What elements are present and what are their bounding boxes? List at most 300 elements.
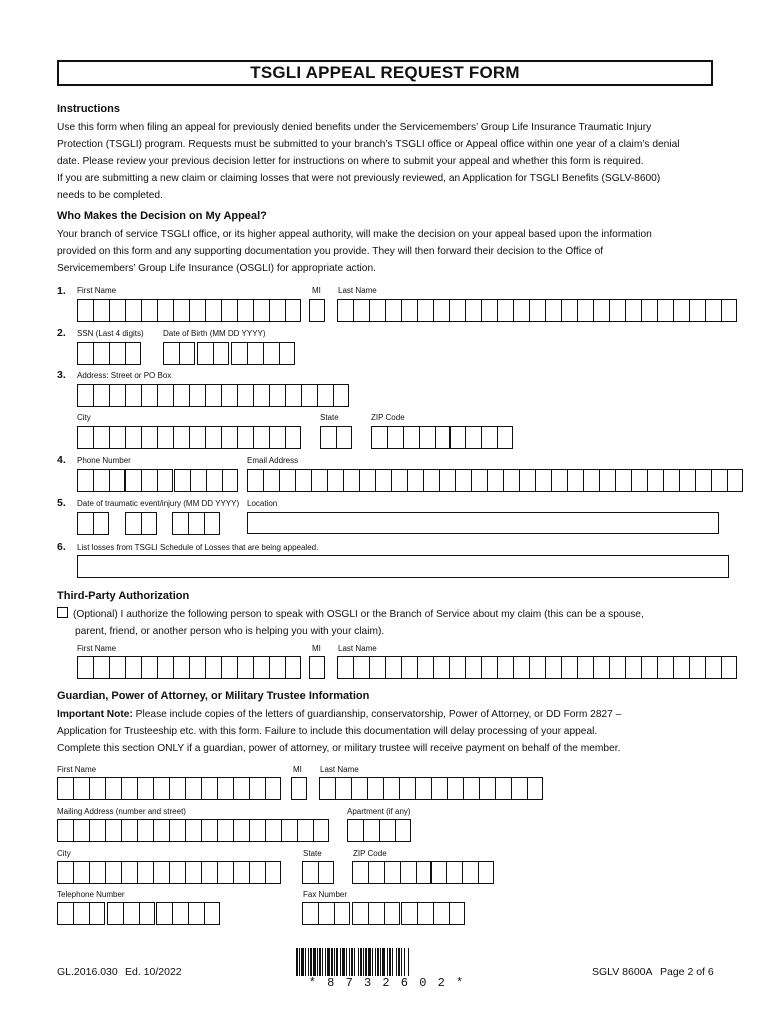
character-cell[interactable]: [279, 342, 295, 365]
character-cell[interactable]: [327, 469, 343, 492]
character-cell[interactable]: [231, 342, 247, 365]
authorize-checkbox[interactable]: [57, 607, 68, 618]
character-cell[interactable]: [217, 861, 233, 884]
character-cell[interactable]: [363, 819, 379, 842]
character-cell[interactable]: [77, 426, 93, 449]
character-cell[interactable]: [689, 299, 705, 322]
character-cell[interactable]: [479, 777, 495, 800]
character-cell[interactable]: [185, 861, 201, 884]
character-cell[interactable]: [465, 299, 481, 322]
character-cell[interactable]: [217, 819, 233, 842]
character-cell[interactable]: [379, 819, 395, 842]
character-cell[interactable]: [301, 384, 317, 407]
character-cell[interactable]: [253, 656, 269, 679]
character-cell[interactable]: [201, 819, 217, 842]
state-field[interactable]: [320, 426, 352, 449]
character-cell[interactable]: [689, 656, 705, 679]
g-apartment-field[interactable]: [347, 819, 411, 842]
character-cell[interactable]: [395, 819, 411, 842]
character-cell[interactable]: [519, 469, 535, 492]
character-cell[interactable]: [407, 469, 423, 492]
character-cell[interactable]: [249, 861, 265, 884]
tp-last-name-field[interactable]: [337, 656, 737, 679]
character-cell[interactable]: [125, 342, 141, 365]
character-cell[interactable]: [93, 656, 109, 679]
character-cell[interactable]: [204, 902, 220, 925]
character-cell[interactable]: [431, 777, 447, 800]
character-cell[interactable]: [205, 384, 221, 407]
character-cell[interactable]: [663, 469, 679, 492]
character-cell[interactable]: [647, 469, 663, 492]
character-cell[interactable]: [157, 384, 173, 407]
character-cell[interactable]: [190, 469, 206, 492]
character-cell[interactable]: [352, 902, 368, 925]
character-cell[interactable]: [206, 469, 222, 492]
character-cell[interactable]: [141, 299, 157, 322]
g-fax-prefix-field[interactable]: [352, 902, 400, 925]
character-cell[interactable]: [141, 469, 157, 492]
character-cell[interactable]: [279, 469, 295, 492]
character-cell[interactable]: [297, 819, 313, 842]
character-cell[interactable]: [545, 299, 561, 322]
character-cell[interactable]: [417, 299, 433, 322]
character-cell[interactable]: [57, 861, 73, 884]
character-cell[interactable]: [156, 902, 172, 925]
character-cell[interactable]: [433, 902, 449, 925]
character-cell[interactable]: [439, 469, 455, 492]
character-cell[interactable]: [269, 299, 285, 322]
character-cell[interactable]: [481, 299, 497, 322]
g-telephone-prefix-field[interactable]: [107, 902, 155, 925]
character-cell[interactable]: [302, 902, 318, 925]
character-cell[interactable]: [471, 469, 487, 492]
character-cell[interactable]: [679, 469, 695, 492]
character-cell[interactable]: [417, 656, 433, 679]
character-cell[interactable]: [401, 656, 417, 679]
character-cell[interactable]: [153, 819, 169, 842]
character-cell[interactable]: [625, 656, 641, 679]
event-day-field[interactable]: [125, 512, 157, 535]
character-cell[interactable]: [139, 902, 155, 925]
character-cell[interactable]: [487, 469, 503, 492]
g-city-field[interactable]: [57, 861, 281, 884]
character-cell[interactable]: [673, 656, 689, 679]
character-cell[interactable]: [125, 426, 141, 449]
character-cell[interactable]: [269, 426, 285, 449]
character-cell[interactable]: [137, 777, 153, 800]
character-cell[interactable]: [105, 777, 121, 800]
character-cell[interactable]: [253, 384, 269, 407]
character-cell[interactable]: [609, 656, 625, 679]
character-cell[interactable]: [121, 861, 137, 884]
character-cell[interactable]: [465, 426, 481, 449]
character-cell[interactable]: [121, 819, 137, 842]
character-cell[interactable]: [455, 469, 471, 492]
character-cell[interactable]: [423, 469, 439, 492]
character-cell[interactable]: [599, 469, 615, 492]
character-cell[interactable]: [125, 656, 141, 679]
character-cell[interactable]: [57, 819, 73, 842]
phone-area-field[interactable]: [77, 469, 125, 492]
character-cell[interactable]: [237, 426, 253, 449]
character-cell[interactable]: [125, 299, 141, 322]
character-cell[interactable]: [121, 777, 137, 800]
character-cell[interactable]: [369, 656, 385, 679]
character-cell[interactable]: [163, 342, 179, 365]
character-cell[interactable]: [93, 426, 109, 449]
character-cell[interactable]: [237, 299, 253, 322]
character-cell[interactable]: [497, 656, 513, 679]
character-cell[interactable]: [419, 426, 435, 449]
character-cell[interactable]: [336, 426, 352, 449]
character-cell[interactable]: [73, 861, 89, 884]
character-cell[interactable]: [481, 656, 497, 679]
character-cell[interactable]: [387, 426, 403, 449]
character-cell[interactable]: [77, 384, 93, 407]
phone-line-field[interactable]: [174, 469, 238, 492]
character-cell[interactable]: [263, 342, 279, 365]
character-cell[interactable]: [711, 469, 727, 492]
character-cell[interactable]: [269, 656, 285, 679]
character-cell[interactable]: [173, 656, 189, 679]
character-cell[interactable]: [641, 299, 657, 322]
character-cell[interactable]: [449, 426, 465, 449]
character-cell[interactable]: [201, 777, 217, 800]
character-cell[interactable]: [337, 299, 353, 322]
character-cell[interactable]: [446, 861, 462, 884]
character-cell[interactable]: [334, 902, 350, 925]
character-cell[interactable]: [695, 469, 711, 492]
character-cell[interactable]: [463, 777, 479, 800]
character-cell[interactable]: [535, 469, 551, 492]
character-cell[interactable]: [343, 469, 359, 492]
character-cell[interactable]: [169, 819, 185, 842]
character-cell[interactable]: [625, 299, 641, 322]
first-name-field[interactable]: [77, 299, 301, 322]
character-cell[interactable]: [285, 426, 301, 449]
character-cell[interactable]: [221, 299, 237, 322]
character-cell[interactable]: [317, 384, 333, 407]
character-cell[interactable]: [399, 777, 415, 800]
character-cell[interactable]: [449, 656, 465, 679]
character-cell[interactable]: [291, 777, 307, 800]
character-cell[interactable]: [137, 861, 153, 884]
character-cell[interactable]: [641, 656, 657, 679]
character-cell[interactable]: [188, 902, 204, 925]
character-cell[interactable]: [249, 819, 265, 842]
character-cell[interactable]: [353, 656, 369, 679]
character-cell[interactable]: [105, 819, 121, 842]
character-cell[interactable]: [384, 861, 400, 884]
character-cell[interactable]: [417, 902, 433, 925]
character-cell[interactable]: [109, 342, 125, 365]
character-cell[interactable]: [285, 656, 301, 679]
character-cell[interactable]: [577, 299, 593, 322]
character-cell[interactable]: [263, 469, 279, 492]
character-cell[interactable]: [205, 299, 221, 322]
character-cell[interactable]: [401, 299, 417, 322]
character-cell[interactable]: [721, 656, 737, 679]
character-cell[interactable]: [137, 819, 153, 842]
tp-mi-field[interactable]: [309, 656, 325, 679]
character-cell[interactable]: [107, 902, 123, 925]
character-cell[interactable]: [247, 469, 263, 492]
character-cell[interactable]: [205, 426, 221, 449]
zip-field[interactable]: [371, 426, 451, 449]
character-cell[interactable]: [403, 426, 419, 449]
character-cell[interactable]: [447, 777, 463, 800]
phone-prefix-field[interactable]: [125, 469, 173, 492]
character-cell[interactable]: [77, 512, 93, 535]
character-cell[interactable]: [337, 656, 353, 679]
character-cell[interactable]: [221, 426, 237, 449]
character-cell[interactable]: [109, 384, 125, 407]
character-cell[interactable]: [593, 299, 609, 322]
character-cell[interactable]: [385, 299, 401, 322]
character-cell[interactable]: [89, 819, 105, 842]
character-cell[interactable]: [465, 656, 481, 679]
character-cell[interactable]: [185, 819, 201, 842]
losses-field[interactable]: [77, 555, 729, 578]
character-cell[interactable]: [384, 902, 400, 925]
character-cell[interactable]: [253, 426, 269, 449]
character-cell[interactable]: [551, 469, 567, 492]
character-cell[interactable]: [233, 861, 249, 884]
character-cell[interactable]: [73, 819, 89, 842]
character-cell[interactable]: [311, 469, 327, 492]
character-cell[interactable]: [462, 861, 478, 884]
g-last-name-field[interactable]: [319, 777, 543, 800]
character-cell[interactable]: [201, 861, 217, 884]
address-field[interactable]: [77, 384, 349, 407]
character-cell[interactable]: [593, 656, 609, 679]
character-cell[interactable]: [503, 469, 519, 492]
email-field[interactable]: [247, 469, 743, 492]
character-cell[interactable]: [353, 299, 369, 322]
g-telephone-line-field[interactable]: [156, 902, 220, 925]
character-cell[interactable]: [57, 777, 73, 800]
character-cell[interactable]: [285, 384, 301, 407]
character-cell[interactable]: [153, 861, 169, 884]
character-cell[interactable]: [313, 819, 329, 842]
character-cell[interactable]: [302, 861, 318, 884]
character-cell[interactable]: [375, 469, 391, 492]
character-cell[interactable]: [109, 656, 125, 679]
character-cell[interactable]: [237, 656, 253, 679]
character-cell[interactable]: [495, 777, 511, 800]
character-cell[interactable]: [400, 861, 416, 884]
character-cell[interactable]: [77, 469, 93, 492]
character-cell[interactable]: [511, 777, 527, 800]
character-cell[interactable]: [77, 656, 93, 679]
character-cell[interactable]: [172, 512, 188, 535]
character-cell[interactable]: [391, 469, 407, 492]
character-cell[interactable]: [157, 469, 173, 492]
character-cell[interactable]: [173, 299, 189, 322]
zip-ext-field[interactable]: [449, 426, 513, 449]
character-cell[interactable]: [433, 299, 449, 322]
mi-field[interactable]: [309, 299, 325, 322]
character-cell[interactable]: [109, 426, 125, 449]
character-cell[interactable]: [93, 469, 109, 492]
character-cell[interactable]: [513, 299, 529, 322]
character-cell[interactable]: [335, 777, 351, 800]
character-cell[interactable]: [352, 861, 368, 884]
character-cell[interactable]: [295, 469, 311, 492]
character-cell[interactable]: [185, 777, 201, 800]
character-cell[interactable]: [609, 299, 625, 322]
character-cell[interactable]: [545, 656, 561, 679]
character-cell[interactable]: [189, 656, 205, 679]
dob-month-field[interactable]: [163, 342, 195, 365]
g-zip-ext-field[interactable]: [430, 861, 494, 884]
character-cell[interactable]: [478, 861, 494, 884]
g-state-field[interactable]: [302, 861, 334, 884]
character-cell[interactable]: [583, 469, 599, 492]
character-cell[interactable]: [561, 656, 577, 679]
character-cell[interactable]: [705, 299, 721, 322]
character-cell[interactable]: [247, 342, 263, 365]
character-cell[interactable]: [333, 384, 349, 407]
character-cell[interactable]: [401, 902, 417, 925]
character-cell[interactable]: [721, 299, 737, 322]
character-cell[interactable]: [577, 656, 593, 679]
character-cell[interactable]: [529, 299, 545, 322]
character-cell[interactable]: [513, 656, 529, 679]
character-cell[interactable]: [383, 777, 399, 800]
character-cell[interactable]: [204, 512, 220, 535]
character-cell[interactable]: [221, 656, 237, 679]
g-zip-field[interactable]: [352, 861, 432, 884]
character-cell[interactable]: [105, 861, 121, 884]
character-cell[interactable]: [188, 512, 204, 535]
event-month-field[interactable]: [77, 512, 109, 535]
character-cell[interactable]: [281, 819, 297, 842]
character-cell[interactable]: [173, 384, 189, 407]
character-cell[interactable]: [673, 299, 689, 322]
character-cell[interactable]: [93, 512, 109, 535]
character-cell[interactable]: [233, 777, 249, 800]
character-cell[interactable]: [189, 426, 205, 449]
character-cell[interactable]: [93, 342, 109, 365]
character-cell[interactable]: [497, 426, 513, 449]
character-cell[interactable]: [367, 777, 383, 800]
character-cell[interactable]: [141, 512, 157, 535]
character-cell[interactable]: [481, 426, 497, 449]
g-mi-field[interactable]: [291, 777, 307, 800]
character-cell[interactable]: [89, 861, 105, 884]
character-cell[interactable]: [93, 299, 109, 322]
character-cell[interactable]: [77, 299, 93, 322]
character-cell[interactable]: [318, 902, 334, 925]
character-cell[interactable]: [89, 777, 105, 800]
character-cell[interactable]: [205, 656, 221, 679]
character-cell[interactable]: [237, 384, 253, 407]
character-cell[interactable]: [318, 861, 334, 884]
last-name-field[interactable]: [337, 299, 737, 322]
character-cell[interactable]: [169, 861, 185, 884]
character-cell[interactable]: [657, 656, 673, 679]
character-cell[interactable]: [173, 426, 189, 449]
character-cell[interactable]: [309, 299, 325, 322]
character-cell[interactable]: [449, 299, 465, 322]
character-cell[interactable]: [727, 469, 743, 492]
character-cell[interactable]: [57, 902, 73, 925]
character-cell[interactable]: [221, 384, 237, 407]
character-cell[interactable]: [189, 299, 205, 322]
character-cell[interactable]: [567, 469, 583, 492]
character-cell[interactable]: [371, 426, 387, 449]
g-fax-area-field[interactable]: [302, 902, 350, 925]
character-cell[interactable]: [222, 469, 238, 492]
character-cell[interactable]: [125, 384, 141, 407]
character-cell[interactable]: [233, 819, 249, 842]
character-cell[interactable]: [157, 656, 173, 679]
character-cell[interactable]: [449, 902, 465, 925]
character-cell[interactable]: [347, 819, 363, 842]
g-fax-line-field[interactable]: [401, 902, 465, 925]
character-cell[interactable]: [169, 777, 185, 800]
character-cell[interactable]: [269, 384, 285, 407]
character-cell[interactable]: [141, 656, 157, 679]
character-cell[interactable]: [265, 861, 281, 884]
character-cell[interactable]: [249, 777, 265, 800]
character-cell[interactable]: [125, 469, 141, 492]
character-cell[interactable]: [109, 299, 125, 322]
character-cell[interactable]: [73, 777, 89, 800]
character-cell[interactable]: [77, 342, 93, 365]
character-cell[interactable]: [351, 777, 367, 800]
g-mailing-field[interactable]: [57, 819, 329, 842]
character-cell[interactable]: [123, 902, 139, 925]
character-cell[interactable]: [657, 299, 673, 322]
g-first-name-field[interactable]: [57, 777, 281, 800]
character-cell[interactable]: [529, 656, 545, 679]
character-cell[interactable]: [369, 299, 385, 322]
character-cell[interactable]: [527, 777, 543, 800]
character-cell[interactable]: [497, 299, 513, 322]
character-cell[interactable]: [153, 777, 169, 800]
character-cell[interactable]: [433, 656, 449, 679]
character-cell[interactable]: [172, 902, 188, 925]
character-cell[interactable]: [89, 902, 105, 925]
character-cell[interactable]: [561, 299, 577, 322]
character-cell[interactable]: [265, 819, 281, 842]
character-cell[interactable]: [631, 469, 647, 492]
character-cell[interactable]: [125, 512, 141, 535]
character-cell[interactable]: [179, 342, 195, 365]
character-cell[interactable]: [285, 299, 301, 322]
character-cell[interactable]: [93, 384, 109, 407]
character-cell[interactable]: [213, 342, 229, 365]
g-telephone-area-field[interactable]: [57, 902, 105, 925]
character-cell[interactable]: [430, 861, 446, 884]
character-cell[interactable]: [141, 384, 157, 407]
character-cell[interactable]: [157, 299, 173, 322]
dob-day-field[interactable]: [197, 342, 229, 365]
character-cell[interactable]: [253, 299, 269, 322]
character-cell[interactable]: [197, 342, 213, 365]
location-field[interactable]: [247, 512, 719, 534]
character-cell[interactable]: [265, 777, 281, 800]
character-cell[interactable]: [368, 902, 384, 925]
event-year-field[interactable]: [172, 512, 220, 535]
character-cell[interactable]: [385, 656, 401, 679]
dob-year-field[interactable]: [231, 342, 295, 365]
character-cell[interactable]: [368, 861, 384, 884]
character-cell[interactable]: [319, 777, 335, 800]
character-cell[interactable]: [174, 469, 190, 492]
